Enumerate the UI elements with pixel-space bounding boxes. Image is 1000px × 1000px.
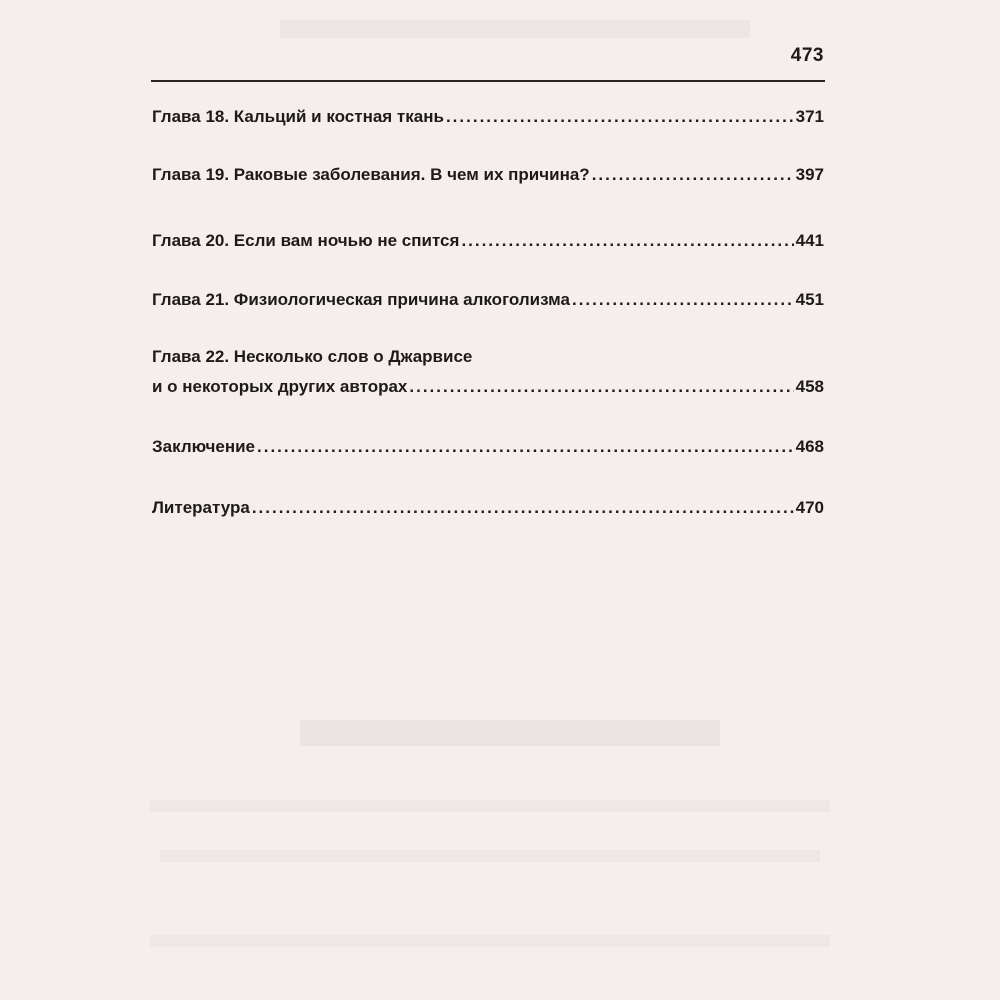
page-number: 473 [790, 45, 824, 66]
toc-leader-dots [461, 228, 793, 254]
toc-leader-dots [592, 162, 794, 188]
toc-line [152, 434, 824, 460]
toc-entry-page: 458 [795, 377, 824, 396]
bleed-through-block-5 [150, 935, 830, 947]
toc-leader-dots [572, 287, 794, 313]
toc-entry-literature [152, 495, 824, 521]
toc-line [152, 162, 824, 188]
bleed-through-block-2 [300, 720, 720, 746]
toc-leader-dots [409, 374, 793, 400]
bleed-through-block-4 [160, 850, 820, 862]
toc-entry-page: 397 [795, 165, 824, 184]
bleed-through-block-3 [150, 800, 830, 812]
toc-leader-dots [252, 495, 794, 521]
toc-entry-conclusion [152, 434, 824, 460]
toc-line [152, 374, 824, 400]
header-rule [151, 80, 825, 82]
toc-entry-page: 371 [795, 107, 824, 126]
toc-line [152, 287, 824, 313]
toc-entry-chapter-18 [152, 104, 824, 130]
toc-line [152, 104, 824, 130]
toc-entry-page: 470 [795, 498, 824, 517]
toc-entry-chapter-19 [152, 162, 824, 188]
toc-entry-page: 468 [795, 437, 824, 456]
toc-leader-dots [257, 434, 794, 460]
toc-line [152, 344, 824, 370]
toc-entry-chapter-22 [152, 344, 824, 400]
toc-entry-title: Глава 18. Кальций и костная ткань [152, 107, 444, 126]
toc-entry-title: Литература [152, 498, 250, 517]
toc-line [152, 495, 824, 521]
toc-entry-chapter-21 [152, 287, 824, 313]
toc-entry-chapter-20 [152, 228, 824, 254]
toc-entry-title: Глава 19. Раковые заболевания. В чем их причина? [152, 165, 590, 184]
toc-leader-dots [446, 104, 794, 130]
bleed-through-block-1 [280, 20, 750, 38]
toc-entry-title: Заключение [152, 437, 255, 456]
toc-line [152, 228, 824, 254]
toc-entry-title: Глава 21. Физиологическая причина алкоголизма [152, 290, 570, 309]
toc-entry-title: Глава 22. Несколько слов о Джарвисе [152, 347, 473, 366]
toc-entry-page: 451 [795, 290, 824, 309]
toc-entry-title-continued: и о некоторых других авторах [152, 377, 408, 396]
toc-entry-title: Глава 20. Если вам ночью не спится [152, 231, 460, 250]
toc-entry-page: 441 [795, 231, 824, 250]
